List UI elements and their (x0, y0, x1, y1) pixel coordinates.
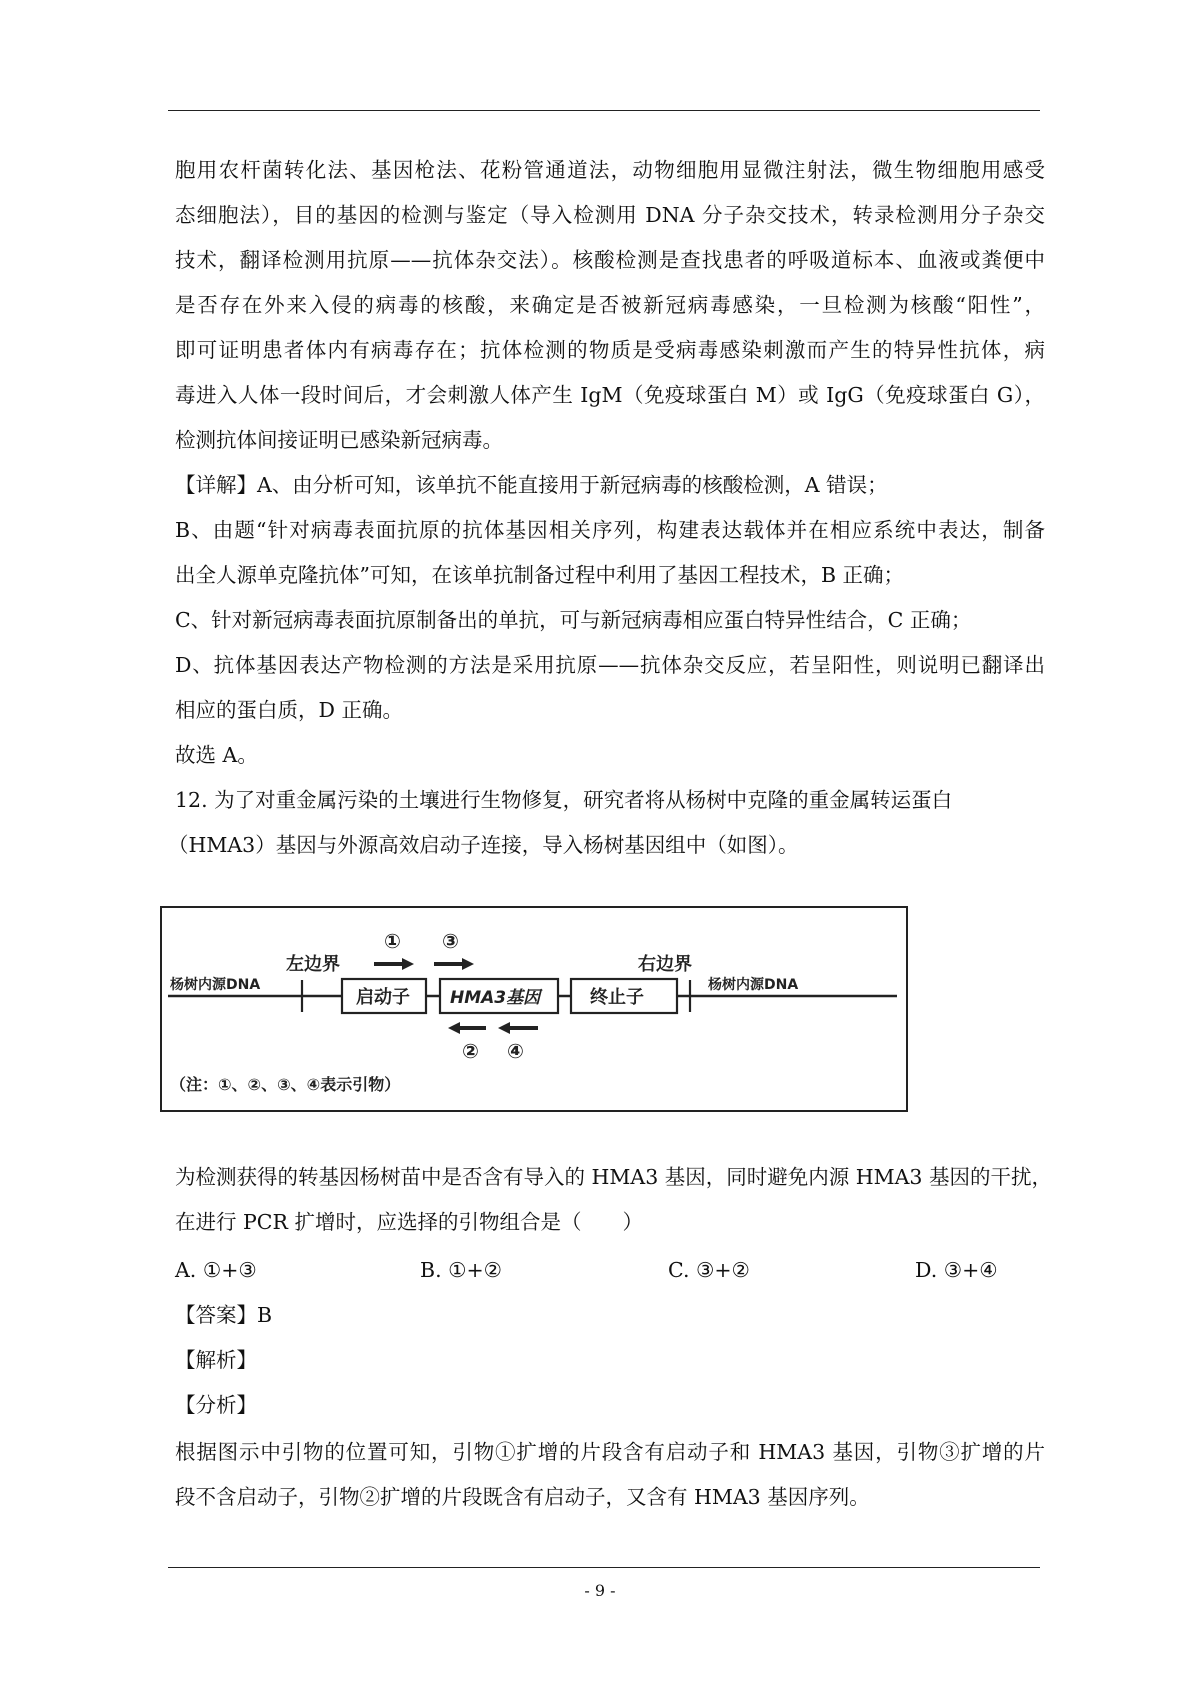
dna-left-label: 杨树内源DNA (170, 977, 261, 993)
text-line: 检测抗体间接证明已感染新冠病毒。 (175, 428, 503, 452)
analysis-line: 根据图示中引物的位置可知，引物①扩增的片段含有启动子和 HMA3 基因，引物③扩增的片 (175, 1440, 1045, 1464)
primer1-arrowhead (402, 958, 414, 970)
primer2-label: ② (462, 1039, 479, 1063)
text-line: D、抗体基因表达产物检测的方法是采用抗原——抗体杂交反应，若呈阳性，则说明已翻译出 (175, 653, 1045, 677)
right-border-label: 右边界 (638, 954, 692, 975)
text-line: 是否存在外来入侵的病毒的核酸，来确定是否被新冠病毒感染，一旦检测为核酸“阳性”， (175, 293, 1045, 317)
text-line: 胞用农杆菌转化法、基因枪法、花粉管通道法，动物细胞用显微注射法，微生物细胞用感受 (175, 158, 1045, 182)
header-rule (168, 110, 1040, 111)
left-border-label: 左边界 (286, 954, 340, 975)
text-line: 故选 A。 (175, 743, 258, 767)
text-line: 相应的蛋白质，D 正确。 (175, 698, 403, 722)
primer4-label: ④ (507, 1039, 524, 1063)
promoter-label: 启动子 (356, 987, 410, 1008)
figure-svg (162, 908, 906, 1110)
text-line: 即可证明患者体内有病毒存在；抗体检测的物质是受病毒感染刺激而产生的特异性抗体，病 (175, 338, 1045, 362)
fenxi-heading: 【分析】 (175, 1393, 257, 1417)
question-stem: 12. 为了对重金属污染的土壤进行生物修复，研究者将从杨树中克隆的重金属转运蛋白 (175, 788, 953, 812)
primer3-label: ③ (442, 929, 459, 953)
text-line: 出全人源单克隆抗体”可知，在该单抗制备过程中利用了基因工程技术，B 正确； (175, 563, 905, 587)
analysis-line: 段不含启动子，引物②扩增的片段既含有启动子，又含有 HMA3 基因序列。 (175, 1485, 870, 1509)
text-line: 技术，翻译检测用抗原——抗体杂交法）。核酸检测是查找患者的呼吸道标本、血液或粪便中 (175, 248, 1045, 272)
option-d: D. ③+④ (915, 1258, 998, 1282)
figure-note: （注：①、②、③、④表示引物） (170, 1075, 401, 1094)
text-line: B、由题“针对病毒表面抗原的抗体基因相关序列，构建表达载体并在相应系统中表达，制备 (175, 518, 1045, 542)
gene-construct-figure (160, 906, 908, 1112)
primer4-arrowhead (498, 1022, 510, 1034)
page-number: - 9 - (584, 1581, 616, 1600)
footer-rule (168, 1567, 1040, 1568)
answer-line: 【答案】B (175, 1303, 273, 1327)
terminator-label: 终止子 (590, 987, 644, 1008)
text-line: C、针对新冠病毒表面抗原制备出的单抗，可与新冠病毒相应蛋白特异性结合，C 正确； (175, 608, 972, 632)
question-text: 为检测获得的转基因杨树苗中是否含有导入的 HMA3 基因，同时避免内源 HMA3 基因的干扰， (175, 1165, 1052, 1189)
option-c: C. ③+② (668, 1258, 750, 1282)
primer1-label: ① (384, 929, 401, 953)
analysis-heading: 【解析】 (175, 1348, 257, 1372)
primer3-arrowhead (462, 958, 474, 970)
question-text: 在进行 PCR 扩增时，应选择的引物组合是（ ） (175, 1210, 643, 1234)
gene-label: HMA3基因 (450, 988, 541, 1008)
text-line: 态细胞法），目的基因的检测与鉴定（导入检测用 DNA 分子杂交技术，转录检测用分子杂交 (175, 203, 1045, 227)
question-stem: （HMA3）基因与外源高效启动子连接，导入杨树基因组中（如图）。 (168, 833, 799, 857)
primer2-arrowhead (448, 1022, 460, 1034)
text-line: 【详解】A、由分析可知，该单抗不能直接用于新冠病毒的核酸检测，A 错误； (175, 473, 888, 497)
option-b: B. ①+② (420, 1258, 503, 1282)
dna-right-label: 杨树内源DNA (708, 977, 799, 993)
text-line: 毒进入人体一段时间后，才会刺激人体产生 IgM（免疫球蛋白 M）或 IgG（免疫球蛋白 G）， (175, 383, 1045, 407)
option-a: A. ①+③ (175, 1258, 257, 1282)
